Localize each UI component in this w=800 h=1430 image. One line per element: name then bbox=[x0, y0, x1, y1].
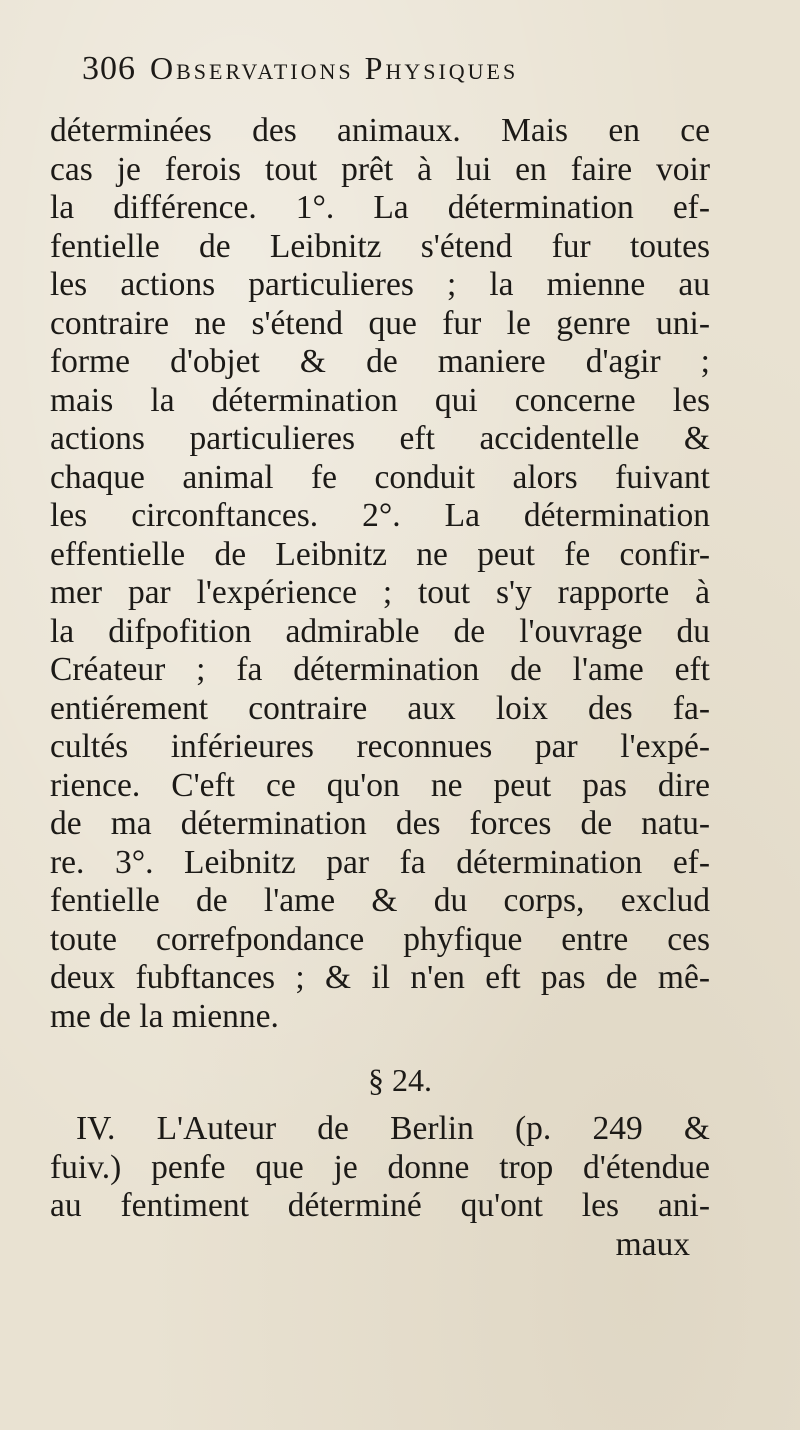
text-line: actions particulieres eft accidentelle & bbox=[50, 420, 710, 457]
text-line: les circonftances. 2°. La détermination bbox=[50, 497, 710, 534]
text-line: fuiv.) penfe que je donne trop d'étendue bbox=[50, 1148, 710, 1186]
text-line: mais la détermination qui concerne les bbox=[50, 381, 710, 419]
text-line: les actions particulieres ; la mienne au bbox=[50, 266, 710, 303]
section-heading: § 24. bbox=[368, 1062, 432, 1098]
text-line: la difpofition admirable de l'ouvrage du bbox=[50, 612, 710, 650]
text-line: au fentiment déterminé qu'ont les ani- bbox=[50, 1187, 710, 1224]
text-line: fentielle de Leibnitz s'étend fur toutes bbox=[50, 227, 710, 265]
text-line: effentielle de Leibnitz ne peut fe confir- bbox=[50, 535, 710, 573]
text-line: chaque animal fe conduit alors fuivant bbox=[50, 458, 710, 496]
page-body bbox=[50, 112, 710, 1264]
text-line: deux fubftances ; & il n'en eft pas de mê- bbox=[50, 959, 710, 996]
text-line: contraire ne s'étend que fur le genre uni- bbox=[50, 304, 710, 342]
text-line: IV. L'Auteur de Berlin (p. 249 & bbox=[76, 1110, 710, 1147]
paragraph-1 bbox=[50, 112, 710, 1036]
catchword: maux bbox=[615, 1225, 690, 1263]
running-head bbox=[82, 50, 722, 100]
text-line: cultés inférieures reconnues par l'expé- bbox=[50, 728, 710, 765]
page-number: 306 bbox=[82, 50, 136, 87]
text-line: Créateur ; fa détermination de l'ame eft bbox=[50, 651, 710, 688]
running-title: Observations Physiques bbox=[150, 50, 519, 86]
text-line: entiérement contraire aux loix des fa- bbox=[50, 689, 710, 727]
text-line: déterminées des animaux. Mais en ce bbox=[50, 112, 710, 149]
text-line: re. 3°. Leibnitz par fa détermination ef- bbox=[50, 843, 710, 881]
text-line: mer par l'expérience ; tout s'y rapporte à bbox=[50, 574, 710, 611]
text-line: forme d'objet & de maniere d'agir ; bbox=[50, 343, 710, 380]
text-line: fentielle de l'ame & du corps, exclud bbox=[50, 882, 710, 919]
text-line: cas je ferois tout prêt à lui en faire voir bbox=[50, 150, 710, 188]
text-line: de ma détermination des forces de natu- bbox=[50, 805, 710, 842]
paragraph-2 bbox=[50, 1110, 710, 1226]
text-line: toute correfpondance phyfique entre ces bbox=[50, 920, 710, 958]
text-line: rience. C'eft ce qu'on ne peut pas dire bbox=[50, 766, 710, 804]
text-line: me de la mienne. bbox=[50, 997, 279, 1035]
text-line: la différence. 1°. La détermination ef- bbox=[50, 189, 710, 226]
